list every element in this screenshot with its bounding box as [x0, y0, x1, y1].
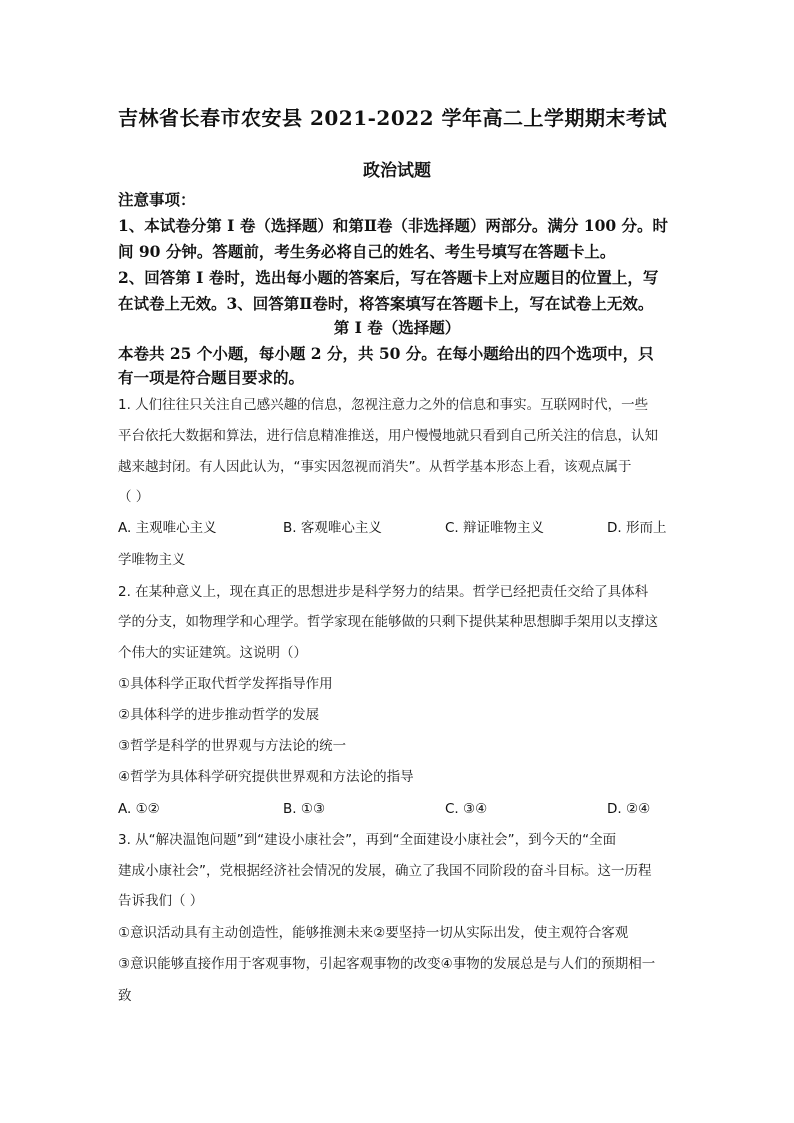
question-1-option-d: D. 形而上: [607, 520, 667, 536]
question-2-option-d: D. ②④: [607, 801, 651, 817]
question-2-line: ④哲学为具体科学研究提供世界观和方法论的指导: [118, 769, 414, 785]
question-3-line: 告诉我们（ ）: [118, 893, 204, 909]
question-2-line: ②具体科学的进步推动哲学的发展: [118, 707, 320, 723]
question-3-line: 3. 从“解决温饱问题”到“建设小康社会”，再到“全面建设小康社会”，到今天的“全面: [118, 832, 617, 848]
section-intro-line: 有一项是符合题目要求的。: [118, 368, 305, 387]
question-1-line: 平台依托大数据和算法，进行信息精准推送，用户慢慢地就只看到自己所关注的信息，认知: [118, 428, 658, 444]
question-2-option-b: B. ①③: [283, 801, 326, 817]
notice-heading: 注意事项：: [118, 190, 196, 209]
question-2-line: 2. 在某种意义上，现在真正的思想进步是科学努力的结果。哲学已经把责任交给了具体科: [118, 584, 649, 600]
exam-title: 吉林省长春市农安县 2021-2022 学年高二上学期期末考试: [118, 106, 668, 130]
question-1-option-continuation: 学唯物主义: [118, 552, 186, 568]
notice-line: 2、回答第 I 卷时，选出每小题的答案后，写在答题卡上对应题目的位置上，写: [118, 268, 659, 287]
question-3-line: ①意识活动具有主动创造性，能够推测未来②要坚持一切从实际出发，使主观符合客观: [118, 925, 629, 941]
question-1-option-b: B. 客观唯心主义: [283, 520, 382, 536]
question-2-line: ①具体科学正取代哲学发挥指导作用: [118, 676, 333, 692]
question-2-line: 学的分支，如物理学和心理学。哲学家现在能够做的只剩下提供某种思想脚手架用以支撑这: [118, 614, 658, 630]
question-1-option-c: C. 辩证唯物主义: [445, 520, 545, 536]
notice-line: 1、本试卷分第 I 卷（选择题）和第Ⅱ卷（非选择题）两部分。满分 100 分。时: [118, 216, 669, 235]
section-intro-line: 本卷共 25 个小题，每小题 2 分，共 50 分。在每小题给出的四个选项中，只: [118, 344, 654, 363]
question-3-line: 致: [118, 988, 132, 1004]
exam-subtitle: 政治试题: [363, 161, 431, 181]
notice-line: 间 90 分钟。答题前，考生务必将自己的姓名、考生号填写在答题卡上。: [118, 242, 616, 261]
question-1-line: 1. 人们往往只关注自己感兴趣的信息，忽视注意力之外的信息和事实。互联网时代，一些: [118, 397, 649, 413]
section-title: 第 I 卷（选择题）: [333, 318, 461, 337]
notice-line: 在试卷上无效。3、回答第Ⅱ卷时，将答案填写在答题卡上，写在试卷上无效。: [118, 294, 654, 313]
question-1-option-a: A. 主观唯心主义: [118, 520, 217, 536]
question-2-option-c: C. ③④: [445, 801, 488, 817]
question-1-line: （ ）: [118, 489, 150, 505]
question-1-line: 越来越封闭。有人因此认为，“事实因忽视而消失”。从哲学基本形态上看，该观点属于: [118, 459, 632, 475]
question-2-option-a: A. ①②: [118, 801, 160, 817]
question-3-line: ③意识能够直接作用于客观事物，引起客观事物的改变④事物的发展总是与人们的预期相一: [118, 956, 656, 972]
question-2-line: 个伟大的实证建筑。这说明（）: [118, 645, 307, 661]
question-2-line: ③哲学是科学的世界观与方法论的统一: [118, 738, 347, 754]
question-3-line: 建成小康社会”，党根据经济社会情况的发展，确立了我国不同阶段的奋斗目标。这一历程: [118, 863, 652, 879]
